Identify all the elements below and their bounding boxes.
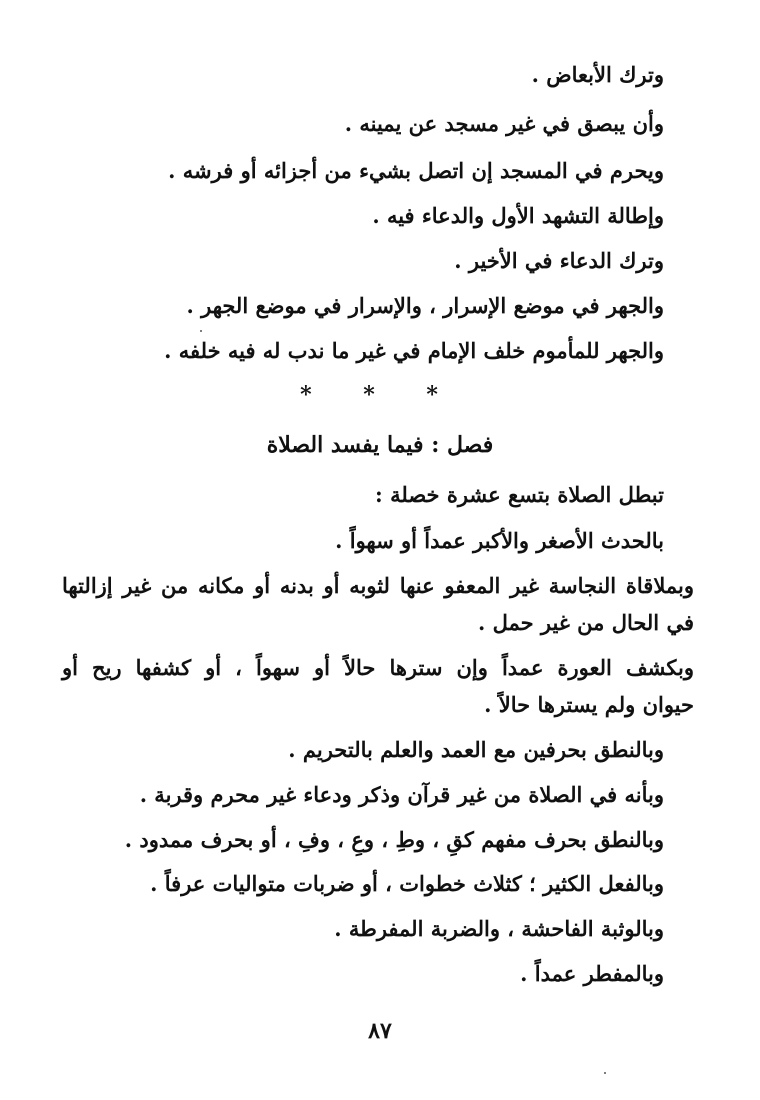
text-line: والجهر للمأموم خلف الإمام في غير ما ندب له فيه خلفه . — [164, 338, 664, 363]
list-item: وبالنطق بحرفين مع العمد والعلم بالتحريم . — [288, 737, 664, 762]
scan-speck — [604, 1072, 606, 1074]
list-item: وبالمفطر عمداً . — [520, 961, 664, 986]
list-item: وبملاقاة النجاسة غير المعفو عنها لثوبه أو بدنه أو مكانه من غير إزالتها — [62, 573, 694, 598]
scan-speck — [200, 330, 202, 332]
intro-line: تبطل الصلاة بتسع عشرة خصلة : — [375, 482, 664, 507]
section-heading: فصل : فيما يفسد الصلاة — [266, 432, 494, 458]
list-item-continuation: حيوان ولم يسترها حالاً . — [484, 692, 694, 717]
list-item: وبالفعل الكثير ؛ كثلاث خطوات ، أو ضربات متواليات عرفاً . — [150, 871, 664, 896]
list-item: وبكشف العورة عمداً وإن سترها حالاً أو سهواً ، أو كشفها ريح أو — [62, 655, 694, 680]
text-line: والجهر في موضع الإسرار ، والإسرار في موضع الجهر . — [186, 293, 664, 318]
list-item: وبالوثبة الفاحشة ، والضربة المفرطة . — [334, 916, 664, 941]
list-item-continuation: في الحال من غير حمل . — [477, 610, 694, 635]
list-item: وبأنه في الصلاة من غير قرآن وذكر ودعاء غير محرم وقربة . — [139, 782, 664, 807]
list-item: وبالنطق بحرف مفهم كقِ ، وطِ ، وعِ ، وفِ ، أو بحرف ممدود . — [124, 827, 664, 852]
text-line: وترك الأبعاض . — [531, 62, 664, 87]
section-separator: * * * — [300, 382, 460, 408]
page-number: ٨٧ — [368, 1018, 392, 1044]
text-line: وترك الدعاء في الأخير . — [454, 248, 664, 273]
list-item: بالحدث الأصغر والأكبر عمداً أو سهواً . — [335, 528, 664, 553]
text-line: وإطالة التشهد الأول والدعاء فيه . — [372, 203, 664, 228]
text-line: وأن يبصق في غير مسجد عن يمينه . — [344, 111, 664, 136]
text-line: ويحرم في المسجد إن اتصل بشيء من أجزائه أو فرشه . — [168, 158, 664, 183]
